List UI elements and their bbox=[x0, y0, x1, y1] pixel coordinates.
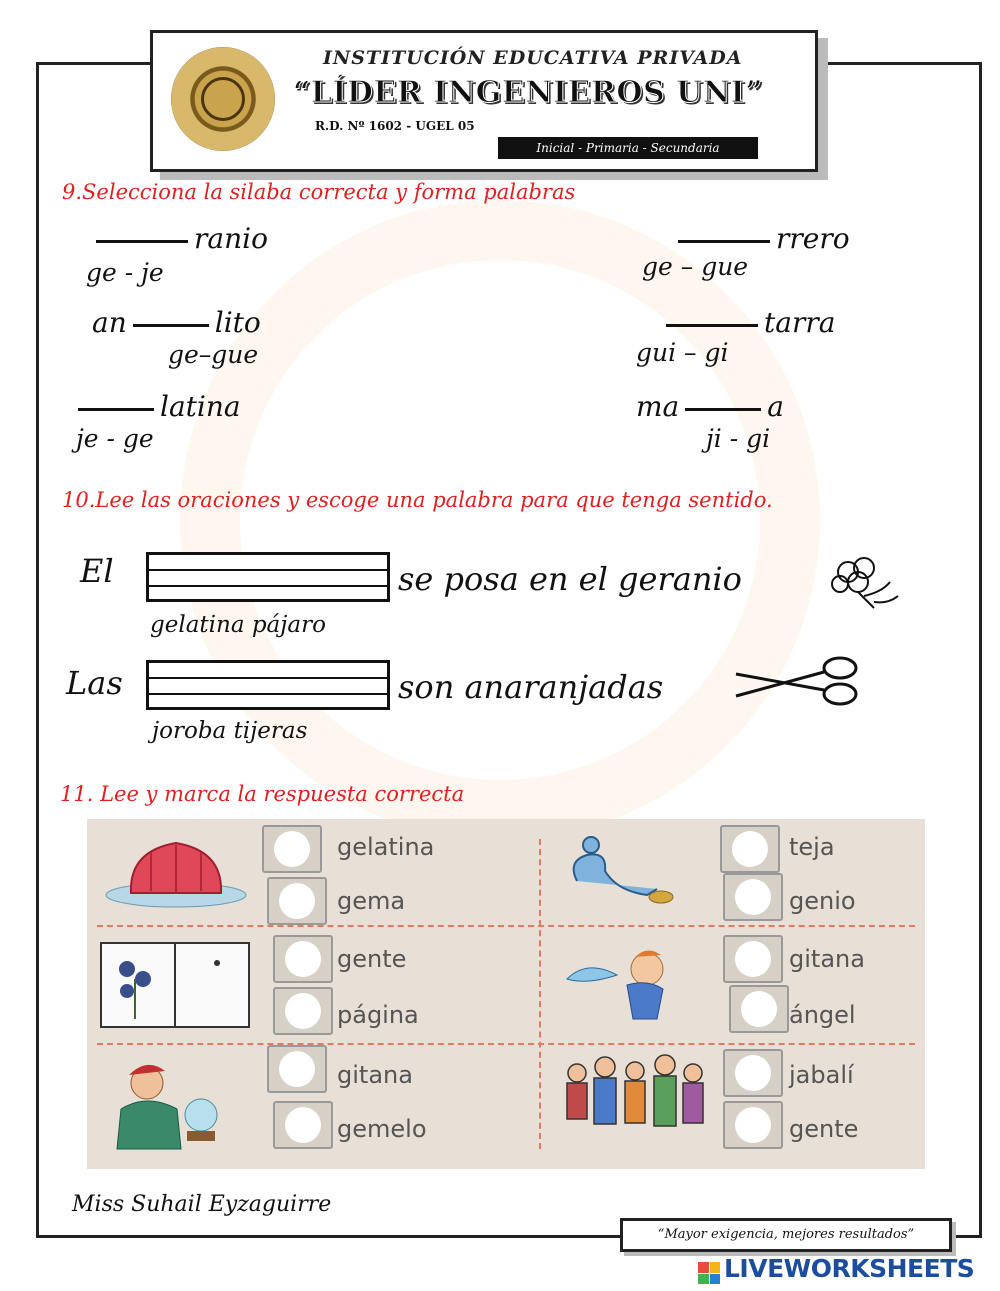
option-word: jabalí bbox=[789, 1061, 854, 1089]
option-word: genio bbox=[789, 887, 856, 915]
option-word: gema bbox=[337, 887, 406, 915]
checkbox-gente[interactable] bbox=[273, 935, 333, 983]
checkbox-angel[interactable] bbox=[729, 985, 789, 1033]
column-divider bbox=[539, 839, 541, 1149]
exercise10-title: 10.Lee las oraciones y escoge una palabra para que tenga sentido. bbox=[62, 488, 773, 512]
checkbox-teja[interactable] bbox=[720, 825, 780, 873]
ex9-options-4: gui – gi bbox=[636, 338, 729, 367]
teacher-signature: Miss Suhail Eyzaguirre bbox=[72, 1192, 332, 1217]
fortune-teller-icon bbox=[101, 1049, 241, 1159]
option-word: gemelo bbox=[337, 1115, 427, 1143]
liveworksheets-logo-icon bbox=[698, 1262, 720, 1284]
ex10-choices-1: gelatina pájaro bbox=[150, 612, 326, 638]
education-levels: Inicial - Primaria - Secundaria bbox=[498, 137, 758, 159]
checkbox-gemelo[interactable] bbox=[273, 1101, 333, 1149]
ex9-blank-1[interactable] bbox=[96, 239, 188, 243]
checkbox-gema[interactable] bbox=[267, 877, 327, 925]
checkbox-jabali[interactable] bbox=[723, 1049, 783, 1097]
row-divider bbox=[97, 925, 915, 927]
ex9-blank-2[interactable] bbox=[678, 239, 770, 243]
option-word: gente bbox=[789, 1115, 859, 1143]
ex9-options-3: ge–gue bbox=[168, 340, 259, 369]
ex9-item-2: rrero bbox=[672, 222, 850, 255]
ex9-options-5: je - ge bbox=[76, 424, 154, 453]
institution-label: INSTITUCIÓN EDUCATIVA PRIVADA bbox=[323, 47, 743, 69]
exercise11-panel bbox=[87, 819, 925, 1169]
genie-lamp-icon bbox=[557, 831, 677, 913]
checkbox-gitana[interactable] bbox=[267, 1045, 327, 1093]
jelly-dessert-icon bbox=[101, 831, 251, 911]
ex9-options-6: ji - gi bbox=[706, 424, 771, 453]
option-word: gente bbox=[337, 945, 407, 973]
ex10-sentence2-start: Las bbox=[66, 664, 123, 702]
watermark-seal bbox=[180, 200, 820, 840]
ex9-options-1: ge - je bbox=[86, 258, 164, 287]
option-word: gitana bbox=[337, 1061, 413, 1089]
row-divider bbox=[97, 1043, 915, 1045]
exercise11-title: 11. Lee y marca la respuesta correcta bbox=[60, 782, 465, 806]
ex9-item-5: latina bbox=[72, 390, 241, 423]
ex10-sentence1-end: se posa en el geranio bbox=[398, 560, 742, 598]
ex9-item-6: ma a bbox=[636, 390, 784, 423]
angel-icon bbox=[557, 939, 689, 1031]
school-motto: “Mayor exigencia, mejores resultados” bbox=[620, 1218, 952, 1252]
option-word: página bbox=[337, 1001, 419, 1029]
liveworksheets-brand[interactable]: LIVEWORKSHEETS bbox=[724, 1254, 975, 1283]
ex9-item-4: tarra bbox=[660, 306, 835, 339]
checkbox-genio[interactable] bbox=[723, 873, 783, 921]
ex10-answer-box-1[interactable] bbox=[146, 552, 390, 602]
ex10-choices-2: joroba tijeras bbox=[152, 718, 308, 744]
option-word: teja bbox=[789, 833, 835, 861]
ex9-item-1: ranio bbox=[90, 222, 268, 255]
ex9-blank-6[interactable] bbox=[685, 407, 761, 411]
school-name: “LÍDER INGENIEROS UNI” bbox=[293, 75, 763, 110]
ex9-blank-3[interactable] bbox=[133, 323, 209, 327]
checkbox-gelatina[interactable] bbox=[262, 825, 322, 873]
ex10-answer-box-2[interactable] bbox=[146, 660, 390, 710]
exercise9-title: 9.Selecciona la silaba correcta y forma palabras bbox=[62, 180, 576, 204]
resolution-number: R.D. Nº 1602 - UGEL 05 bbox=[315, 119, 475, 133]
scissors-icon bbox=[730, 654, 862, 710]
group-of-people-icon bbox=[557, 1047, 717, 1157]
checkbox-pagina[interactable] bbox=[273, 987, 333, 1035]
ex9-blank-5[interactable] bbox=[78, 407, 154, 411]
school-header bbox=[150, 30, 818, 172]
option-word: ángel bbox=[789, 1001, 856, 1029]
option-word: gitana bbox=[789, 945, 865, 973]
ex10-sentence1-start: El bbox=[80, 552, 114, 590]
open-book-page-icon bbox=[97, 939, 255, 1031]
ex9-blank-4[interactable] bbox=[666, 323, 758, 327]
ex10-sentence2-end: son anaranjadas bbox=[398, 668, 664, 706]
school-logo bbox=[171, 47, 275, 151]
ex9-options-2: ge – gue bbox=[642, 252, 749, 281]
geranium-flower-icon bbox=[818, 552, 902, 610]
checkbox-gente-2[interactable] bbox=[723, 1101, 783, 1149]
option-word: gelatina bbox=[337, 833, 435, 861]
ex9-item-3: an lito bbox=[92, 306, 261, 339]
checkbox-gitana-2[interactable] bbox=[723, 935, 783, 983]
